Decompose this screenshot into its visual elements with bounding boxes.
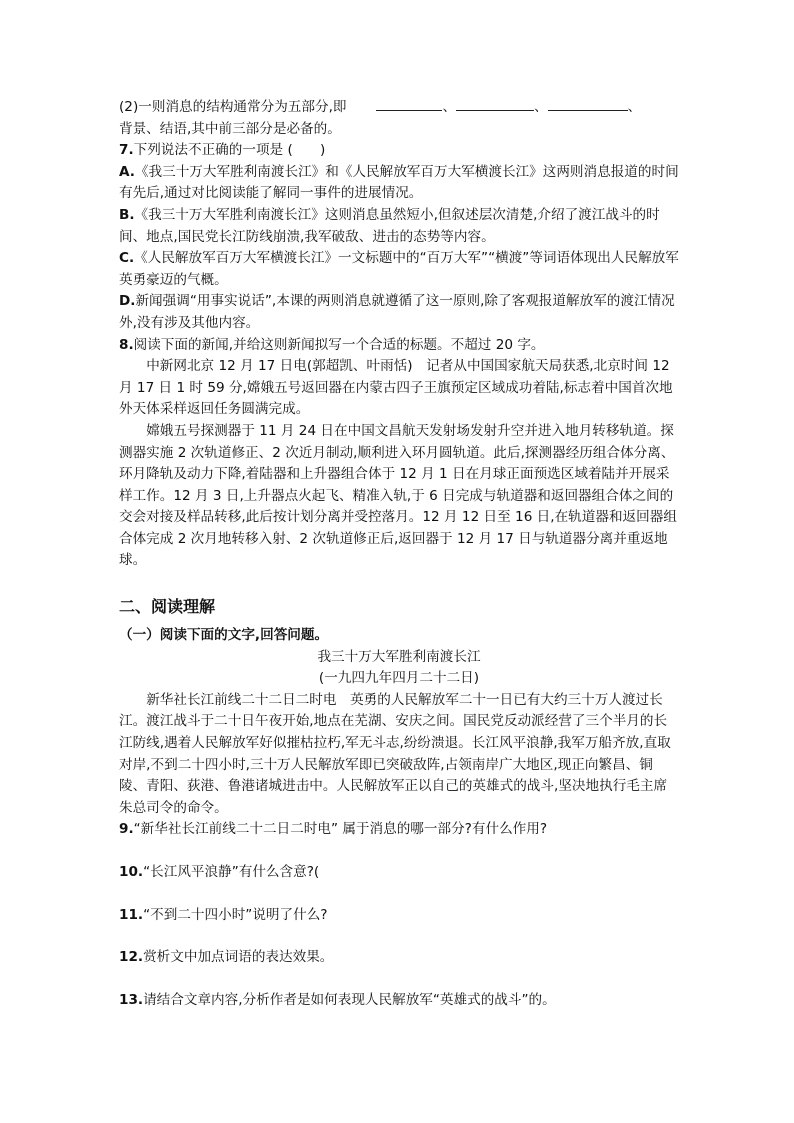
answer-blank[interactable] [376, 96, 442, 111]
question-10: 10.“长江风平浪静”有什么含意?( [119, 864, 320, 880]
question-7-option-c: C.《人民解放军百万大军横渡长江》一文标题中的“百万大军”“横渡”等词语体现出人民解放军英勇豪迈的气概。 [119, 250, 679, 288]
news-paragraph-1: 中新网北京 12 月 17 日电(郭超凯、叶雨恬) 记者从中国国家航天局获悉,北京时间 12 月 17 日 1 时 59 分,嫦娥五号返回器在内蒙古四子王旗预定区域成功着陆,标志着中国首次地外天体采样返回任务圆满完成。 [119, 358, 673, 418]
article-date: (一九四九年四月二十二日) [318, 670, 480, 687]
article-body: 新华社长江前线二十二日二时电 英勇的人民解放军二十一日已有大约三十万人渡过长江。渡江战斗于二十日午夜开始,地点在芜湖、安庆之间。国民党反动派经营了三个半月的长江防线,遇着人民解放军好似摧枯拉朽,军无斗志,纷纷溃退。长江风平浪静,我军万船齐放,直取对岸,不到二十四小时,三十万人民解放军即已突破敌阵,占领南岸广大地区,现正向繁昌、铜陵、青阳、荻港、鲁港诸城进击中。人民解放军正以自己的英雄式的战斗,坚决地执行毛主席朱总司令的命令。 [119, 691, 671, 816]
section-title: 二、阅读理解 [119, 597, 216, 617]
subsection-title: （一）阅读下面的文字,回答问题。 [119, 627, 329, 644]
question-9: 9.“新华社长江前线二十二日二时电” 属于消息的哪一部分?有什么作用? [119, 821, 548, 838]
question-11: 11.“不到二十四小时”说明了什么? [119, 906, 328, 923]
question-7-stem: 7.下列说法不正确的一项是 ( ) [119, 142, 326, 159]
news-paragraph-2: 嫦娥五号探测器于 11 月 24 日在中国文昌航天发射场发射升空并进入地月转移轨道。探测器实施 2 次轨道修正、2 次近月制动,顺利进入环月圆轨道。此后,探测器经历组合体分离、环月降轨及动力下降,着陆器和上升器组合体于 12 月 1 日在月球正面预选区域着陆并开展采样工作。12 月 3 日,上升器点火起飞、精准入轨,于 6 日完成与轨道器和返回器组合体之间的交会对接及样品转移,此后按计划分离并受控落月。12 月 12 日至 16 日,在轨道器和返回器组合体完成 2 次月地转移入射、2 次轨道修正后,返回器于 12 月 17 日与轨道器分离并重返地球。 [119, 422, 677, 569]
article-title: 我三十万大军胜利南渡长江 [317, 648, 481, 665]
question-13: 13.请结合文章内容,分析作者是如何表现人民解放军“英雄式的战斗”的。 [119, 991, 556, 1008]
answer-blank[interactable] [548, 96, 628, 111]
question-6-2: (2)一则消息的结构通常分为五部分,即 、 、 、 背景、结语,其中前三部分是必备的。 [119, 96, 679, 140]
answer-blank[interactable] [456, 96, 534, 111]
question-12: 12.赏析文中加点词语的表达效果。 [119, 949, 334, 966]
question-7-option-d: D.新闻强调“用事实说话”,本课的两则消息就遵循了这一原则,除了客观报道解放军的渡江情况外,没有涉及其他内容。 [119, 293, 675, 331]
question-7-option-b: B.《我三十万大军胜利南渡长江》这则消息虽然短小,但叙述层次清楚,介绍了渡江战斗的时间、地点,国民党长江防线崩溃,我军破敌、进击的态势等内容。 [119, 206, 660, 245]
document-content [119, 96, 679, 1011]
question-8-stem: 8.阅读下面的新闻,并给这则新闻拟写一个合适的标题。不超过 20 字。 [119, 336, 545, 353]
question-7-option-a: A.《我三十万大军胜利南渡长江》和《人民解放军百万大军横渡长江》这两则消息报道的时间有先后,通过对比阅读能了解同一事件的进展情况。 [119, 163, 679, 202]
